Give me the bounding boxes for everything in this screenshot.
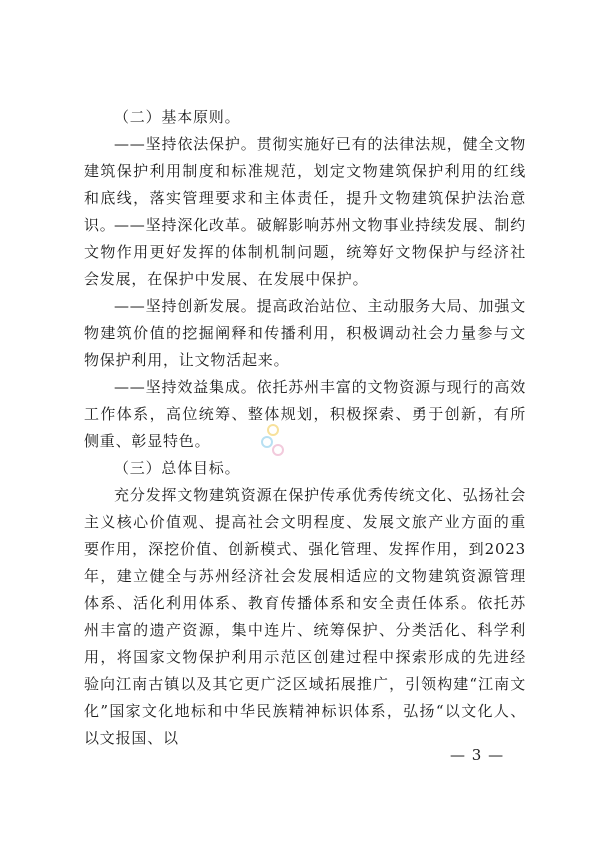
paragraph-deepen-reform: ——坚持深化改革。破解影响苏州文物事业持续发展、制约文物作用更好发挥的体制机制问题，统筹好文物保护与经济社会发展，在保护中发展、在发展中保护。: [84, 216, 526, 288]
watermark-logo: [258, 420, 288, 464]
section-heading-overall-goals: （三）总体目标。: [114, 459, 241, 477]
paragraph-overall-goals: 充分发挥文物建筑资源在保护传承优秀传统文化、弘扬社会主义核心价值观、提高社会文明程度、发展文旅产业方面的重要作用，深挖价值、创新模式、强化管理、发挥作用，到2023年，建立健全与苏州经济社会发展相适应的文物建筑资源管理体系、活化利用体系、教育传播体系和安全责任体系。依托苏州丰富的遗产资源，集中连片、统筹保护、分类活化、科学利用，将国家文物保护利用示范区创建过程中探索形成的先进经验向江南古镇以及其它更广泛区域拓展推广，引领构建“江南文化”国家文化地标和中华民族精神标识体系，弘扬“以文化人、以文报国、以: [84, 486, 526, 747]
paragraph-innovative-development: ——坚持创新发展。提高政治站位、主动服务大局、加强文物建筑价值的挖掘阐释和传播利用，积极调动社会力量参与文物保护利用，让文物活起来。: [84, 297, 526, 369]
page-number: — 3 —: [450, 746, 505, 764]
paragraph-integrated-benefits: ——坚持效益集成。依托苏州丰富的文物资源与现行的高效工作体系，高位统筹、整体规划，积极探索、勇于创新，有所侧重、彰显特色。: [84, 378, 526, 450]
paragraph-legal-protection: ——坚持依法保护。贯彻实施好已有的法律法规，健全文物建筑保护利用制度和标准规范，划定文物建筑保护利用的红线和底线，落实管理要求和主体责任，提升文物建筑保护法治意识。: [84, 135, 526, 234]
section-heading-basic-principles: （二）基本原则。: [114, 108, 241, 126]
